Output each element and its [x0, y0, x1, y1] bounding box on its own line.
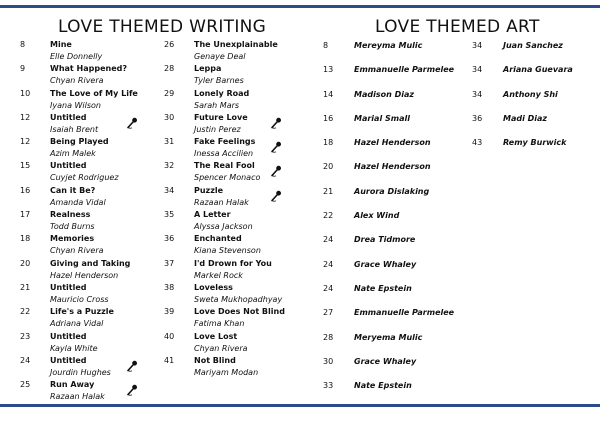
- writing-entry: [20, 378, 150, 402]
- work-title: Run Away: [50, 380, 95, 390]
- artist-name: Ariana Guevara: [503, 65, 573, 75]
- author-name: Sarah Mars: [194, 100, 240, 110]
- page-number: 8: [323, 41, 329, 50]
- page-number: 39: [164, 307, 175, 317]
- work-title: Untitled: [50, 282, 87, 292]
- page-number: 32: [164, 161, 175, 171]
- writing-entry: [20, 208, 150, 232]
- artist-name: Grace Whaley: [354, 259, 417, 269]
- art-entry: [323, 257, 463, 281]
- author-name: Cuyjet Rodriguez: [50, 173, 119, 183]
- writing-entry: [20, 184, 150, 208]
- page-number: 30: [164, 112, 175, 122]
- author-name: Hazel Henderson: [50, 270, 119, 280]
- microphone-icon: [270, 190, 282, 202]
- page-number: 24: [323, 235, 334, 245]
- author-name: Mariyam Modan: [194, 367, 259, 377]
- page-number: 36: [164, 234, 175, 244]
- art-entry: [472, 135, 592, 159]
- work-title: Untitled: [50, 112, 87, 122]
- top-rule: [0, 5, 600, 8]
- artist-name: Remy Burwick: [503, 138, 567, 148]
- artist-name: Nate Epstein: [354, 381, 412, 391]
- author-name: Inessa Accilien: [194, 149, 254, 159]
- author-name: Fatima Khan: [194, 319, 245, 329]
- work-title: The Unexplainable: [194, 40, 278, 49]
- work-title: Untitled: [50, 355, 87, 365]
- page-number: 43: [472, 138, 483, 148]
- page-number: 24: [323, 259, 334, 269]
- art-entry: [323, 354, 463, 378]
- art-entry: [472, 38, 592, 62]
- artist-name: Meryema Mulic: [354, 332, 423, 342]
- artist-name: Aurora Dislaking: [354, 186, 430, 196]
- work-title: Can it Be?: [50, 185, 96, 195]
- microphone-icon: [126, 117, 138, 129]
- work-title: What Happened?: [50, 64, 127, 74]
- writing-entry: [20, 281, 150, 305]
- artist-name: Emmanuelle Parmelee: [354, 308, 455, 318]
- work-title: Mine: [50, 40, 72, 49]
- artist-name: Hazel Henderson: [354, 138, 431, 148]
- page-number: 24: [20, 355, 31, 365]
- page-number: 12: [20, 137, 31, 147]
- page-number: 35: [164, 210, 175, 220]
- work-title: Lonely Road: [194, 88, 250, 98]
- writing-entry: [164, 257, 294, 281]
- page-number: 21: [20, 282, 31, 292]
- art-column-1: [323, 38, 463, 402]
- author-name: Chyan Rivera: [194, 343, 248, 353]
- page-number: 33: [323, 381, 334, 391]
- author-name: Elle Donnelly: [50, 52, 103, 61]
- artist-name: Anthony Shi: [503, 89, 558, 99]
- author-name: Spencer Monaco: [194, 173, 261, 183]
- page-number: 34: [472, 89, 483, 99]
- page-number: 38: [164, 282, 175, 292]
- page-number: 13: [323, 65, 334, 75]
- page-number: 28: [164, 64, 175, 74]
- page-number: 36: [472, 113, 483, 123]
- art-entry: [323, 87, 463, 111]
- author-name: Mauricio Cross: [50, 294, 109, 304]
- author-name: Markel Rock: [194, 270, 243, 280]
- page-number: 18: [323, 138, 334, 148]
- writing-entry: [20, 354, 150, 378]
- work-title: Fake Feelings: [194, 137, 256, 147]
- page-number: 37: [164, 258, 175, 268]
- page-number: 40: [164, 331, 175, 341]
- art-entry: [323, 281, 463, 305]
- page-number: 26: [164, 40, 175, 49]
- author-name: Adriana Vidal: [50, 319, 104, 329]
- work-title: Memories: [50, 234, 95, 244]
- page-number: 25: [20, 380, 31, 390]
- writing-entry: [164, 208, 294, 232]
- art-entry: [472, 111, 592, 135]
- page-number: 12: [20, 112, 31, 122]
- artist-name: Juan Sanchez: [503, 41, 563, 50]
- writing-entry: [20, 330, 150, 354]
- page-number: 24: [323, 283, 334, 293]
- writing-column-1: [20, 38, 150, 402]
- page-number: 17: [20, 210, 31, 220]
- author-name: Alyssa Jackson: [194, 222, 253, 232]
- microphone-icon: [126, 360, 138, 372]
- writing-entry: [20, 305, 150, 329]
- artist-name: Madison Diaz: [354, 89, 415, 99]
- artist-name: Emmanuelle Parmelee: [354, 65, 455, 75]
- page-number: 29: [164, 88, 175, 98]
- writing-entry: [164, 330, 294, 354]
- author-name: Chyan Rivera: [50, 246, 104, 256]
- writing-entry: [164, 354, 294, 378]
- work-title: Loveless: [194, 282, 233, 292]
- art-entry: [472, 87, 592, 111]
- art-entry: [323, 232, 463, 256]
- artist-name: Alex Wind: [354, 211, 400, 221]
- artist-name: Nate Epstein: [354, 283, 412, 293]
- page-number: 8: [20, 40, 26, 49]
- writing-entry: [164, 305, 294, 329]
- page-number: 15: [20, 161, 31, 171]
- page-number: 14: [323, 89, 334, 99]
- work-title: Enchanted: [194, 234, 242, 244]
- artist-name: Marial Small: [354, 113, 410, 123]
- artist-name: Madi Diaz: [503, 113, 548, 123]
- page-number: 34: [472, 41, 483, 50]
- writing-entry: [164, 87, 294, 111]
- writing-entry: [164, 281, 294, 305]
- work-title: Being Played: [50, 137, 109, 147]
- writing-entry: [164, 135, 294, 159]
- work-title: The Real Fool: [194, 161, 255, 171]
- work-title: Puzzle: [194, 185, 224, 195]
- author-name: Amanda Vidal: [50, 197, 106, 207]
- page-number: 23: [20, 331, 31, 341]
- writing-entry: [164, 232, 294, 256]
- art-column-2: [472, 38, 592, 159]
- writing-entry: [164, 111, 294, 135]
- art-entry: [323, 159, 463, 183]
- author-name: Kiana Stevenson: [194, 246, 261, 256]
- work-title: Untitled: [50, 331, 87, 341]
- artist-name: Mereyma Mulic: [354, 41, 423, 50]
- author-name: Todd Burns: [50, 222, 95, 232]
- art-entry: [472, 62, 592, 86]
- page-number: 20: [20, 258, 31, 268]
- work-title: Realness: [50, 210, 91, 220]
- author-name: Genaye Deal: [194, 52, 246, 61]
- author-name: Iyana Wilson: [50, 100, 101, 110]
- work-title: Love Does Not Blind: [194, 307, 285, 317]
- writing-entry: [20, 62, 150, 86]
- art-entry: [323, 184, 463, 208]
- page-number: 27: [323, 308, 334, 318]
- writing-entry: [20, 87, 150, 111]
- writing-section-title: LOVE THEMED WRITING: [58, 17, 267, 37]
- work-title: I'd Drown for You: [194, 258, 272, 268]
- writing-entry: [20, 38, 150, 62]
- author-name: Sweta Mukhopadhyay: [194, 294, 283, 304]
- writing-entry: [164, 184, 294, 208]
- art-section-title: LOVE THEMED ART: [375, 17, 540, 37]
- page-number: 28: [323, 332, 334, 342]
- page-number: 20: [323, 162, 334, 172]
- work-title: Giving and Taking: [50, 258, 131, 268]
- art-entry: [323, 378, 463, 402]
- page-number: 16: [323, 113, 334, 123]
- author-name: Azim Malek: [50, 149, 96, 159]
- page-number: 22: [20, 307, 31, 317]
- work-title: Life's a Puzzle: [50, 307, 114, 317]
- microphone-icon: [126, 384, 138, 396]
- writing-entry: [20, 135, 150, 159]
- page-number: 9: [20, 64, 26, 74]
- page-number: 30: [323, 356, 334, 366]
- page-number: 34: [164, 185, 175, 195]
- work-title: Leppa: [194, 64, 222, 74]
- writing-entry: [20, 159, 150, 183]
- author-name: Razaan Halak: [194, 197, 249, 207]
- writing-entry: [164, 62, 294, 86]
- work-title: Not Blind: [194, 355, 236, 365]
- artist-name: Grace Whaley: [354, 356, 417, 366]
- writing-entry: [164, 38, 294, 62]
- writing-entry: [20, 232, 150, 256]
- author-name: Kayla White: [50, 343, 98, 353]
- page-number: 16: [20, 185, 31, 195]
- author-name: Chyan Rivera: [50, 76, 104, 86]
- work-title: The Love of My Life: [50, 88, 138, 98]
- writing-entry: [20, 111, 150, 135]
- writing-column-2: [164, 38, 294, 378]
- author-name: Tyler Barnes: [194, 76, 244, 86]
- page-number: 31: [164, 137, 175, 147]
- artist-name: Hazel Henderson: [354, 162, 431, 172]
- art-entry: [323, 62, 463, 86]
- writing-entry: [20, 257, 150, 281]
- art-entry: [323, 330, 463, 354]
- microphone-icon: [270, 117, 282, 129]
- art-entry: [323, 208, 463, 232]
- work-title: Love Lost: [194, 331, 238, 341]
- art-entry: [323, 305, 463, 329]
- page-number: 10: [20, 88, 31, 98]
- art-entry: [323, 135, 463, 159]
- page-number: 21: [323, 186, 334, 196]
- art-entry: [323, 38, 463, 62]
- page-number: 34: [472, 65, 483, 75]
- writing-entry: [164, 159, 294, 183]
- work-title: A Letter: [194, 210, 231, 220]
- author-name: Razaan Halak: [50, 392, 105, 402]
- microphone-icon: [270, 165, 282, 177]
- microphone-icon: [270, 141, 282, 153]
- art-entry: [323, 111, 463, 135]
- page-number: 22: [323, 211, 334, 221]
- work-title: Untitled: [50, 161, 87, 171]
- artist-name: Drea Tidmore: [354, 235, 416, 245]
- work-title: Future Love: [194, 112, 248, 122]
- page-number: 41: [164, 355, 175, 365]
- page-number: 18: [20, 234, 31, 244]
- bottom-rule: [0, 404, 600, 407]
- author-name: Justin Perez: [194, 124, 241, 134]
- author-name: Jourdin Hughes: [50, 367, 111, 377]
- author-name: Isaiah Brent: [50, 124, 99, 134]
